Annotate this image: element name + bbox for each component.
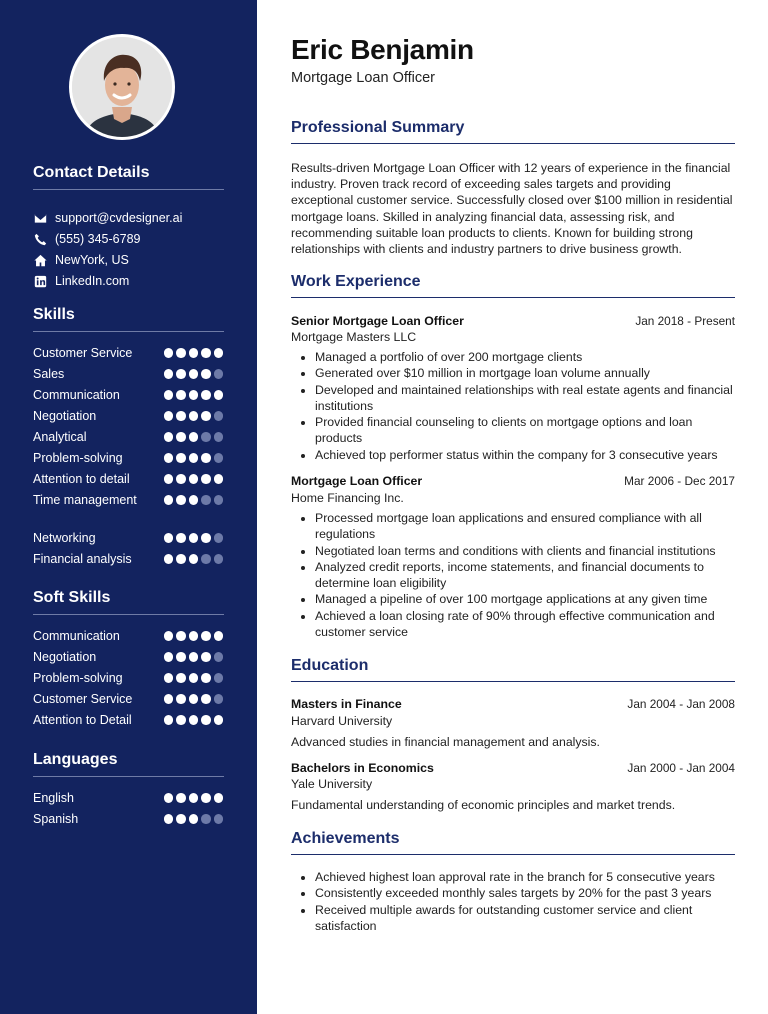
rating-dot: [201, 694, 211, 704]
rating-dot: [201, 432, 211, 442]
rating-dot: [214, 474, 224, 484]
achievements-list: [315, 869, 735, 934]
list-item: • Developed and maintained relationships with real estate agents and financial institutions: [315, 382, 735, 415]
rating-dot: [214, 495, 224, 505]
rating-dot: [189, 453, 199, 463]
job-bullets: [315, 510, 735, 640]
language-name: English: [33, 791, 74, 805]
rating-dot: [176, 554, 186, 564]
education-dates: Jan 2004 - Jan 2008: [627, 697, 735, 711]
soft-skill-name: Communication: [33, 629, 120, 643]
rating-dot: [214, 348, 224, 358]
rating-dot: [189, 390, 199, 400]
skill-row: [33, 450, 223, 466]
list-item: • Consistently exceeded monthly sales targets by 20% for the past 3 years: [315, 885, 735, 901]
rating-dot: [164, 554, 174, 564]
rating-dot: [176, 533, 186, 543]
soft-skill-row: [33, 628, 223, 644]
skill-row: [33, 530, 223, 546]
skill-rating: [164, 432, 224, 442]
skill-row: [33, 551, 223, 567]
skill-name: Problem-solving: [33, 451, 123, 465]
skill-row: [33, 366, 223, 382]
languages-section-title: Languages: [33, 751, 224, 777]
summary-text: Results-driven Mortgage Loan Officer with 12 years of experience in the financial industry. Proven track record of exceeding sales targets and providing exceptional customer service. Successfully closed over $100 million in residential mortgage loans. Skilled in analyzing financial data, assessing risk, and recommending suitable loan products to clients. Known for building strong relationships with clients and industry partners to drive business growth.: [291, 161, 733, 257]
skill-name: Time management: [33, 493, 137, 507]
rating-dot: [164, 533, 174, 543]
soft-skill-rating: [164, 694, 224, 704]
job-title: Senior Mortgage Loan Officer: [291, 314, 464, 328]
soft-skills-section-title: Soft Skills: [33, 589, 224, 615]
skill-rating: [164, 390, 224, 400]
list-item: • Received multiple awards for outstanding customer service and client satisfaction: [315, 902, 735, 935]
rating-dot: [189, 554, 199, 564]
rating-dot: [176, 453, 186, 463]
rating-dot: [214, 793, 224, 803]
list-item: • Negotiated loan terms and conditions with clients and financial institutions: [315, 543, 735, 559]
skill-rating: [164, 474, 224, 484]
rating-dot: [189, 652, 199, 662]
skill-name: Attention to detail: [33, 472, 130, 486]
rating-dot: [189, 673, 199, 683]
contact-linkedin[interactable]: [33, 273, 129, 289]
job-header: [291, 314, 735, 328]
work-section-title: Work Experience: [291, 273, 735, 298]
contact-email-text: support@cvdesigner.ai: [55, 211, 183, 225]
rating-dot: [176, 369, 186, 379]
avatar: [69, 34, 175, 140]
soft-skill-name: Problem-solving: [33, 671, 123, 685]
rating-dot: [214, 652, 224, 662]
skill-row: [33, 408, 223, 424]
soft-skill-name: Negotiation: [33, 650, 97, 664]
rating-dot: [164, 715, 174, 725]
skill-name: Customer Service: [33, 346, 133, 360]
rating-dot: [189, 715, 199, 725]
job-company: Mortgage Masters LLC: [291, 330, 417, 344]
language-name: Spanish: [33, 812, 79, 826]
rating-dot: [201, 533, 211, 543]
contact-section-title: Contact Details: [33, 164, 224, 190]
rating-dot: [201, 411, 211, 421]
soft-skill-row: [33, 712, 223, 728]
skill-row: [33, 345, 223, 361]
rating-dot: [164, 652, 174, 662]
rating-dot: [201, 474, 211, 484]
rating-dot: [164, 390, 174, 400]
skill-rating: [164, 369, 224, 379]
rating-dot: [189, 694, 199, 704]
job-title: Mortgage Loan Officer: [291, 474, 423, 488]
skill-row: [33, 492, 223, 508]
candidate-name: Eric Benjamin: [291, 34, 474, 65]
rating-dot: [176, 432, 186, 442]
soft-skill-rating: [164, 631, 224, 641]
achievements-section-title: Achievements: [291, 830, 735, 855]
rating-dot: [214, 554, 224, 564]
skill-rating: [164, 348, 224, 358]
job-header: [291, 474, 735, 488]
job-bullets: [315, 349, 735, 463]
rating-dot: [176, 793, 186, 803]
contact-phone-text: (555) 345-6789: [55, 232, 141, 246]
soft-skill-rating: [164, 673, 224, 683]
soft-skill-row: [33, 670, 223, 686]
education-desc: Fundamental understanding of economic principles and market trends.: [291, 798, 676, 812]
rating-dot: [176, 715, 186, 725]
language-rating: [164, 793, 224, 803]
rating-dot: [201, 631, 211, 641]
rating-dot: [164, 453, 174, 463]
contact-location: [33, 252, 129, 268]
language-row: [33, 811, 223, 827]
rating-dot: [214, 453, 224, 463]
list-item: • Achieved top performer status within the company for 3 consecutive years: [315, 447, 735, 463]
list-item: • Achieved a loan closing rate of 90% through effective communication and customer service: [315, 608, 735, 641]
skill-name: Negotiation: [33, 409, 97, 423]
rating-dot: [189, 348, 199, 358]
rating-dot: [189, 432, 199, 442]
education-dates: Jan 2000 - Jan 2004: [627, 761, 735, 775]
skill-rating: [164, 495, 224, 505]
rating-dot: [164, 348, 174, 358]
skill-row: [33, 429, 223, 445]
rating-dot: [176, 814, 186, 824]
skill-rating: [164, 533, 224, 543]
rating-dot: [201, 814, 211, 824]
rating-dot: [189, 533, 199, 543]
school-name: Yale University: [291, 777, 373, 791]
rating-dot: [164, 694, 174, 704]
skill-name: Communication: [33, 388, 120, 402]
list-item: • Processed mortgage loan applications and ensured compliance with all regulations: [315, 510, 735, 543]
rating-dot: [176, 348, 186, 358]
soft-skill-rating: [164, 652, 224, 662]
list-item: • Achieved highest loan approval rate in the branch for 5 consecutive years: [315, 869, 735, 885]
list-item: • Provided financial counseling to clients on mortgage options and loan products: [315, 414, 735, 447]
skill-row: [33, 471, 223, 487]
rating-dot: [164, 411, 174, 421]
skill-name: Analytical: [33, 430, 87, 444]
degree-title: Bachelors in Economics: [291, 761, 434, 775]
rating-dot: [176, 495, 186, 505]
candidate-role: Mortgage Loan Officer: [291, 70, 436, 86]
contact-linkedin-text: LinkedIn.com: [55, 274, 130, 288]
rating-dot: [201, 453, 211, 463]
rating-dot: [201, 348, 211, 358]
skill-name: Networking: [33, 531, 96, 545]
rating-dot: [176, 411, 186, 421]
education-header: [291, 697, 735, 711]
rating-dot: [214, 631, 224, 641]
rating-dot: [176, 694, 186, 704]
rating-dot: [164, 793, 174, 803]
skill-row: [33, 387, 223, 403]
list-item: • Analyzed credit reports, income statements, and financial documents to determine loan eligibility: [315, 559, 735, 592]
rating-dot: [189, 814, 199, 824]
list-item: • Managed a portfolio of over 200 mortgage clients: [315, 349, 735, 365]
rating-dot: [189, 474, 199, 484]
rating-dot: [189, 369, 199, 379]
rating-dot: [164, 814, 174, 824]
rating-dot: [164, 474, 174, 484]
rating-dot: [214, 533, 224, 543]
rating-dot: [164, 369, 174, 379]
soft-skill-rating: [164, 715, 224, 725]
education-desc: Advanced studies in financial management and analysis.: [291, 735, 600, 749]
school-name: Harvard University: [291, 714, 393, 728]
rating-dot: [164, 495, 174, 505]
soft-skill-row: [33, 649, 223, 665]
rating-dot: [214, 390, 224, 400]
rating-dot: [201, 390, 211, 400]
education-section-title: Education: [291, 657, 735, 682]
education-header: [291, 761, 735, 775]
profile-photo-icon: [72, 37, 172, 137]
rating-dot: [201, 495, 211, 505]
skill-rating: [164, 411, 224, 421]
job-dates: Jan 2018 - Present: [635, 314, 735, 328]
soft-skill-row: [33, 691, 223, 707]
rating-dot: [164, 631, 174, 641]
rating-dot: [176, 390, 186, 400]
degree-title: Masters in Finance: [291, 697, 402, 711]
rating-dot: [176, 673, 186, 683]
rating-dot: [214, 673, 224, 683]
soft-skill-name: Customer Service: [33, 692, 133, 706]
job-dates: Mar 2006 - Dec 2017: [624, 474, 735, 488]
home-icon: [33, 253, 47, 267]
envelope-icon: [33, 211, 47, 225]
skill-rating: [164, 453, 224, 463]
rating-dot: [214, 432, 224, 442]
rating-dot: [201, 793, 211, 803]
rating-dot: [201, 554, 211, 564]
rating-dot: [214, 694, 224, 704]
contact-email[interactable]: [33, 210, 182, 226]
rating-dot: [189, 411, 199, 421]
summary-section-title: Professional Summary: [291, 119, 735, 144]
rating-dot: [201, 652, 211, 662]
rating-dot: [164, 432, 174, 442]
rating-dot: [176, 631, 186, 641]
list-item: • Managed a pipeline of over 100 mortgage applications at any given time: [315, 591, 735, 607]
skill-rating: [164, 554, 224, 564]
rating-dot: [201, 369, 211, 379]
rating-dot: [201, 715, 211, 725]
skill-name: Sales: [33, 367, 65, 381]
list-item: • Generated over $10 million in mortgage loan volume annually: [315, 365, 735, 381]
rating-dot: [214, 411, 224, 421]
rating-dot: [214, 369, 224, 379]
rating-dot: [176, 652, 186, 662]
rating-dot: [189, 495, 199, 505]
rating-dot: [214, 715, 224, 725]
rating-dot: [189, 793, 199, 803]
job-company: Home Financing Inc.: [291, 491, 404, 505]
soft-skill-name: Attention to Detail: [33, 713, 132, 727]
sidebar: [0, 0, 257, 1014]
rating-dot: [164, 673, 174, 683]
rating-dot: [214, 814, 224, 824]
phone-icon: [33, 232, 47, 246]
linkedin-icon: [33, 274, 47, 288]
skills-section-title: Skills: [33, 306, 224, 332]
skill-name: Financial analysis: [33, 552, 132, 566]
rating-dot: [189, 631, 199, 641]
language-row: [33, 790, 223, 806]
language-rating: [164, 814, 224, 824]
contact-location-text: NewYork, US: [55, 253, 129, 267]
contact-phone[interactable]: [33, 231, 140, 247]
rating-dot: [176, 474, 186, 484]
rating-dot: [201, 673, 211, 683]
